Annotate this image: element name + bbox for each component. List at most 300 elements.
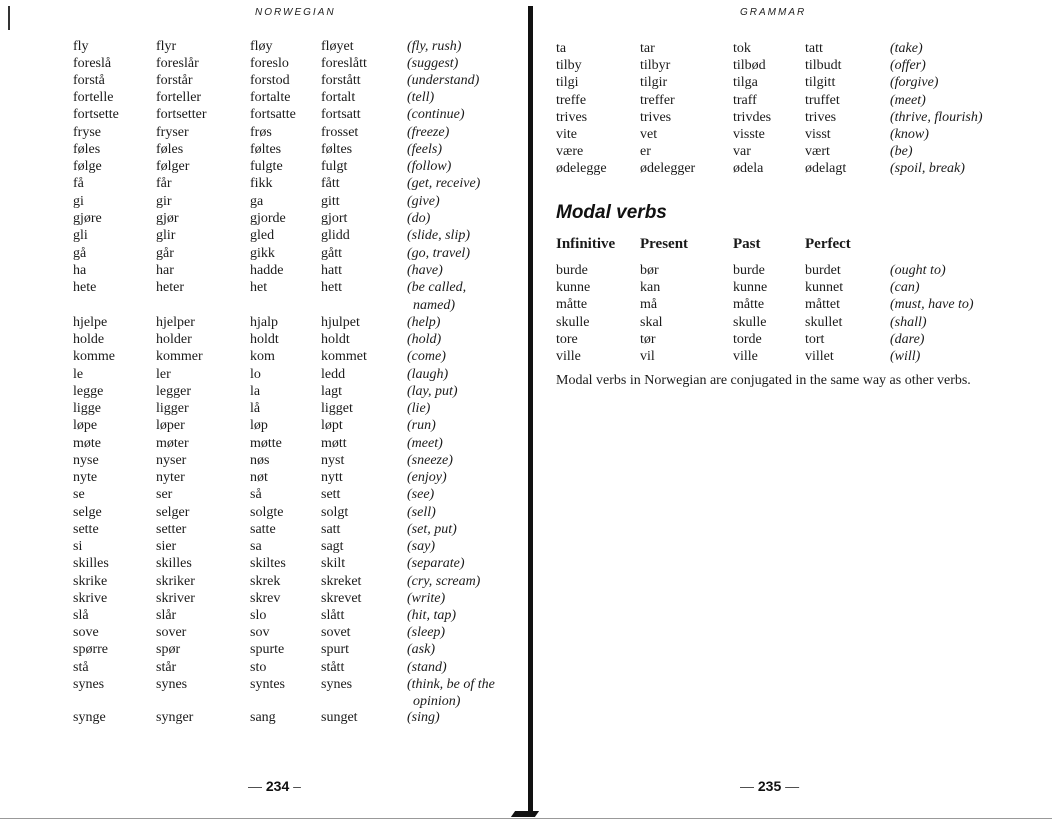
verb-infinitive: gli	[73, 228, 88, 243]
verb-infinitive: skrive	[73, 591, 108, 606]
verb-row	[528, 40, 1052, 57]
verb-infinitive: synes	[73, 677, 105, 692]
page-right	[528, 0, 1052, 822]
verb-past: solgte	[250, 505, 284, 520]
verb-past: skulle	[733, 315, 767, 330]
verb-present: ligger	[156, 401, 189, 416]
verb-present: kan	[640, 280, 661, 295]
verb-infinitive: gjøre	[73, 211, 102, 226]
verb-row	[528, 331, 1052, 348]
verb-perfect: forstått	[321, 73, 361, 88]
verb-row	[528, 314, 1052, 331]
verb-infinitive: hjelpe	[73, 315, 108, 330]
header-perfect: Perfect	[805, 236, 851, 252]
verb-meaning: (get, receive)	[407, 176, 481, 191]
verb-past: lå	[250, 401, 261, 416]
verb-meaning: (spoil, break)	[890, 161, 965, 176]
verb-infinitive: tore	[556, 332, 578, 347]
verb-meaning: (continue)	[407, 107, 465, 122]
verb-past: fortalte	[250, 90, 291, 105]
page-number-left	[248, 778, 301, 794]
verb-meaning: (laugh)	[407, 367, 449, 382]
verb-present: bør	[640, 263, 659, 278]
verb-present: skilles	[156, 556, 192, 571]
verb-infinitive: møte	[73, 436, 101, 451]
verb-infinitive: fryse	[73, 125, 101, 140]
verb-infinitive: ødelegge	[556, 161, 607, 176]
verb-perfect: tilbudt	[805, 58, 842, 73]
verb-infinitive: fly	[73, 39, 89, 54]
verb-meaning: (lay, put)	[407, 384, 458, 399]
verb-infinitive: nyte	[73, 470, 98, 485]
verb-meaning-continued: opinion)	[413, 694, 461, 709]
verb-infinitive: ligge	[73, 401, 101, 416]
verb-row	[0, 331, 528, 348]
verb-infinitive: tilby	[556, 58, 582, 73]
verb-infinitive: treffe	[556, 93, 587, 108]
verb-present: skriver	[156, 591, 195, 606]
verb-infinitive: le	[73, 367, 84, 382]
verb-present: fryser	[156, 125, 189, 140]
verb-row	[0, 175, 528, 192]
verb-meaning: (write)	[407, 591, 446, 606]
verb-past: visste	[733, 127, 765, 142]
folio-dash: —	[785, 778, 800, 794]
verb-meaning: (run)	[407, 418, 436, 433]
verb-perfect: tort	[805, 332, 825, 347]
verb-past: fikk	[250, 176, 273, 191]
running-head-left: NORWEGIAN	[255, 7, 336, 18]
verb-meaning: (be called,	[407, 280, 467, 295]
verb-row	[0, 573, 528, 590]
verb-past: kom	[250, 349, 275, 364]
running-head-right: GRAMMAR	[740, 7, 807, 18]
verb-row	[0, 607, 528, 624]
verb-present: må	[640, 297, 658, 312]
verb-row	[528, 296, 1052, 313]
verb-past: holdt	[250, 332, 279, 347]
verb-row	[0, 486, 528, 503]
verb-row	[0, 124, 528, 141]
verb-perfect: holdt	[321, 332, 350, 347]
verb-perfect: løpt	[321, 418, 343, 433]
folio-dash: —	[248, 778, 262, 794]
verb-past: kunne	[733, 280, 768, 295]
verb-infinitive: synge	[73, 710, 106, 725]
verb-perfect: skilt	[321, 556, 346, 571]
verb-row	[0, 348, 528, 365]
verb-perfect: fortalt	[321, 90, 356, 105]
verb-past: syntes	[250, 677, 285, 692]
verb-present: gjør	[156, 211, 179, 226]
verb-present: ødelegger	[640, 161, 696, 176]
verb-row	[0, 538, 528, 555]
verb-infinitive: ta	[556, 41, 567, 56]
verb-row	[0, 227, 528, 244]
verb-meaning: (must, have to)	[890, 297, 974, 312]
verb-present: kommer	[156, 349, 203, 364]
verb-present: fortsetter	[156, 107, 207, 122]
verb-present: tilgir	[640, 75, 668, 90]
verb-present: sover	[156, 625, 187, 640]
verb-row	[0, 590, 528, 607]
verb-meaning: (sneeze)	[407, 453, 453, 468]
verb-present: vet	[640, 127, 658, 142]
verb-perfect: hjulpet	[321, 315, 360, 330]
verb-past: sang	[250, 710, 276, 725]
verb-meaning: (fly, rush)	[407, 39, 462, 54]
verb-meaning: (slide, slip)	[407, 228, 470, 243]
verb-meaning: (hit, tap)	[407, 608, 456, 623]
verb-present: forstår	[156, 73, 193, 88]
verb-perfect: spurt	[321, 642, 349, 657]
verb-infinitive: gi	[73, 194, 84, 209]
verb-past: føltes	[250, 142, 282, 157]
verb-past: het	[250, 280, 268, 295]
verb-perfect: truffet	[805, 93, 840, 108]
verb-present: tar	[640, 41, 655, 56]
verb-meaning: (feels)	[407, 142, 442, 157]
verb-perfect: skrevet	[321, 591, 362, 606]
verb-infinitive: føles	[73, 142, 101, 157]
verb-row	[528, 126, 1052, 143]
verb-present: slår	[156, 608, 177, 623]
verb-past: tilbød	[733, 58, 766, 73]
verb-past: skiltes	[250, 556, 286, 571]
verb-perfect: trives	[805, 110, 837, 125]
verb-past: traff	[733, 93, 757, 108]
verb-perfect: skullet	[805, 315, 843, 330]
verb-infinitive: kunne	[556, 280, 591, 295]
verb-infinitive: gå	[73, 246, 87, 261]
verb-past: trivdes	[733, 110, 772, 125]
verb-past: var	[733, 144, 751, 159]
verb-present: glir	[156, 228, 176, 243]
verb-row	[528, 279, 1052, 296]
verb-present: følger	[156, 159, 190, 174]
verb-past: sov	[250, 625, 270, 640]
verb-perfect: synes	[321, 677, 353, 692]
verb-row	[0, 89, 528, 106]
verb-infinitive: si	[73, 539, 83, 554]
folio-dash: —	[740, 778, 754, 794]
verb-meaning: (suggest)	[407, 56, 459, 71]
verb-infinitive: ha	[73, 263, 87, 278]
verb-perfect: kunnet	[805, 280, 844, 295]
verb-present: spør	[156, 642, 181, 657]
verb-infinitive: holde	[73, 332, 105, 347]
verb-meaning: (come)	[407, 349, 446, 364]
verb-infinitive: skrike	[73, 574, 108, 589]
verb-present: hjelper	[156, 315, 195, 330]
header-present: Present	[640, 236, 689, 252]
verb-perfect: villet	[805, 349, 834, 364]
verb-past: nøt	[250, 470, 268, 485]
verb-meaning: (hold)	[407, 332, 442, 347]
verb-row	[528, 57, 1052, 74]
header-infinitive: Infinitive	[556, 236, 616, 252]
verb-infinitive: fortelle	[73, 90, 114, 105]
modal-column-headers	[528, 236, 1052, 256]
verb-meaning: (be)	[890, 144, 913, 159]
verb-meaning: (sleep)	[407, 625, 446, 640]
verb-infinitive: trives	[556, 110, 588, 125]
verb-meaning: (sell)	[407, 505, 436, 520]
verb-present: heter	[156, 280, 184, 295]
verb-past: gikk	[250, 246, 275, 261]
verb-row	[528, 262, 1052, 279]
verb-past: gjorde	[250, 211, 286, 226]
verb-present: går	[156, 246, 174, 261]
verb-past: satte	[250, 522, 276, 537]
verb-present: vil	[640, 349, 655, 364]
verb-row	[0, 141, 528, 158]
verb-meaning: (set, put)	[407, 522, 457, 537]
verb-meaning: (dare)	[890, 332, 925, 347]
verb-meaning: (freeze)	[407, 125, 450, 140]
verb-infinitive: se	[73, 487, 85, 502]
verb-perfect: skreket	[321, 574, 362, 589]
verb-meaning: (take)	[890, 41, 923, 56]
verb-meaning: (have)	[407, 263, 443, 278]
verb-past: hadde	[250, 263, 284, 278]
verb-infinitive: slå	[73, 608, 89, 623]
verb-perfect: tilgitt	[805, 75, 836, 90]
verb-infinitive: spørre	[73, 642, 108, 657]
verb-past: sa	[250, 539, 262, 554]
verb-meaning: (lie)	[407, 401, 431, 416]
verb-present: får	[156, 176, 172, 191]
verb-perfect: gitt	[321, 194, 340, 209]
verb-past: forstod	[250, 73, 290, 88]
verb-infinitive: få	[73, 176, 84, 191]
verb-perfect: visst	[805, 127, 831, 142]
verb-past: løp	[250, 418, 268, 433]
verb-past: møtte	[250, 436, 282, 451]
verb-row	[0, 279, 528, 296]
verb-meaning: (see)	[407, 487, 435, 502]
verb-row	[0, 400, 528, 417]
verb-meaning: (ought to)	[890, 263, 946, 278]
verb-present: setter	[156, 522, 187, 537]
verb-meaning-continued: named)	[413, 298, 455, 313]
verb-row	[0, 383, 528, 400]
verb-perfect: ødelagt	[805, 161, 847, 176]
verb-infinitive: legge	[73, 384, 104, 399]
verb-row	[528, 74, 1052, 91]
verb-row	[0, 262, 528, 279]
verb-present: ler	[156, 367, 171, 382]
verb-present: legger	[156, 384, 191, 399]
verb-row	[0, 624, 528, 641]
verb-present: tilbyr	[640, 58, 671, 73]
verb-row	[0, 676, 528, 693]
folio-dash: –	[293, 778, 301, 794]
verb-present: har	[156, 263, 174, 278]
verb-row	[528, 348, 1052, 365]
verb-infinitive: selge	[73, 505, 102, 520]
verb-past: ga	[250, 194, 264, 209]
verb-row	[0, 417, 528, 434]
verb-perfect: burdet	[805, 263, 841, 278]
verb-past: slo	[250, 608, 267, 623]
verb-perfect: frosset	[321, 125, 359, 140]
verb-past: ødela	[733, 161, 764, 176]
verb-perfect: sett	[321, 487, 341, 502]
folio-number: 234	[265, 778, 290, 794]
verb-meaning: (sing)	[407, 710, 440, 725]
verb-past: skrev	[250, 591, 281, 606]
verb-row	[0, 641, 528, 658]
verb-present: sier	[156, 539, 177, 554]
modal-verbs-heading: Modal verbs	[556, 202, 667, 223]
verb-present: synger	[156, 710, 194, 725]
verb-present: trives	[640, 110, 672, 125]
verb-perfect: hatt	[321, 263, 342, 278]
verb-infinitive: sette	[73, 522, 99, 537]
verb-perfect: ligget	[321, 401, 353, 416]
verb-meaning: (go, travel)	[407, 246, 470, 261]
verb-perfect: sovet	[321, 625, 351, 640]
verb-infinitive: fortsette	[73, 107, 119, 122]
verb-meaning: (give)	[407, 194, 440, 209]
verb-row	[0, 659, 528, 676]
verb-perfect: gått	[321, 246, 342, 261]
verb-perfect: føltes	[321, 142, 353, 157]
verb-meaning: (ask)	[407, 642, 435, 657]
verb-perfect: tatt	[805, 41, 823, 56]
verb-perfect: fått	[321, 176, 340, 191]
verb-past: sto	[250, 660, 267, 675]
verb-row	[0, 709, 528, 726]
verb-present: treffer	[640, 93, 675, 108]
verb-row	[528, 160, 1052, 177]
verb-infinitive: foreslå	[73, 56, 112, 71]
verb-present: gir	[156, 194, 172, 209]
verb-perfect: slått	[321, 608, 345, 623]
verb-infinitive: skulle	[556, 315, 590, 330]
verb-meaning: (understand)	[407, 73, 480, 88]
verb-meaning: (tell)	[407, 90, 435, 105]
verb-past: så	[250, 487, 262, 502]
verb-past: frøs	[250, 125, 272, 140]
verb-meaning: (shall)	[890, 315, 927, 330]
verb-meaning: (follow)	[407, 159, 452, 174]
verb-infinitive: nyse	[73, 453, 99, 468]
verb-present: foreslår	[156, 56, 199, 71]
verb-infinitive: sove	[73, 625, 99, 640]
verb-perfect: fortsatt	[321, 107, 361, 122]
verb-present: nyser	[156, 453, 187, 468]
verb-meaning: (enjoy)	[407, 470, 447, 485]
verb-past: la	[250, 384, 261, 399]
verb-perfect: foreslått	[321, 56, 367, 71]
verb-infinitive: komme	[73, 349, 115, 364]
verb-present: løper	[156, 418, 185, 433]
verb-row	[0, 435, 528, 452]
verb-row	[528, 92, 1052, 109]
verb-infinitive: vite	[556, 127, 577, 142]
verb-past: måtte	[733, 297, 765, 312]
verb-present: selger	[156, 505, 190, 520]
verb-row	[0, 210, 528, 227]
verb-row	[528, 143, 1052, 160]
verb-meaning: (forgive)	[890, 75, 939, 90]
verb-meaning: (think, be of the	[407, 677, 495, 692]
verb-past: skrek	[250, 574, 281, 589]
verb-past: ville	[733, 349, 758, 364]
verb-meaning: (can)	[890, 280, 920, 295]
verb-perfect: nytt	[321, 470, 343, 485]
verb-present: står	[156, 660, 177, 675]
verb-present: synes	[156, 677, 188, 692]
verb-infinitive: ville	[556, 349, 581, 364]
verb-infinitive: burde	[556, 263, 588, 278]
verb-perfect: fløyet	[321, 39, 354, 54]
verb-perfect: stått	[321, 660, 345, 675]
verb-perfect: vært	[805, 144, 830, 159]
verb-present: føles	[156, 142, 184, 157]
verb-perfect: gjort	[321, 211, 348, 226]
verb-past: fløy	[250, 39, 273, 54]
page-number-right	[740, 778, 799, 794]
modal-verbs-note: Modal verbs in Norwegian are conjugated in the same way as other verbs.	[556, 373, 971, 388]
verb-perfect: hett	[321, 280, 342, 295]
verb-past: torde	[733, 332, 762, 347]
verb-perfect: sagt	[321, 539, 344, 554]
verb-past: nøs	[250, 453, 270, 468]
verb-infinitive: stå	[73, 660, 89, 675]
verb-present: er	[640, 144, 651, 159]
verb-present: skriker	[156, 574, 195, 589]
verb-infinitive: være	[556, 144, 584, 159]
verb-infinitive: tilgi	[556, 75, 579, 90]
verb-past: burde	[733, 263, 765, 278]
verb-row	[0, 245, 528, 262]
verb-infinitive: skilles	[73, 556, 109, 571]
verb-meaning: (cry, scream)	[407, 574, 481, 589]
verb-past: fulgte	[250, 159, 283, 174]
verb-meaning: (stand)	[407, 660, 447, 675]
verb-perfect: lagt	[321, 384, 342, 399]
verb-past: fortsatte	[250, 107, 296, 122]
verb-past: spurte	[250, 642, 285, 657]
verb-row	[0, 158, 528, 175]
verb-perfect: ledd	[321, 367, 346, 382]
verb-present: nyter	[156, 470, 185, 485]
verb-past: hjalp	[250, 315, 278, 330]
verb-perfect: nyst	[321, 453, 345, 468]
verb-meaning: (know)	[890, 127, 929, 142]
verb-perfect: satt	[321, 522, 341, 537]
verb-row	[0, 55, 528, 72]
verb-row	[0, 504, 528, 521]
verb-past: tilga	[733, 75, 758, 90]
verb-meaning: (will)	[890, 349, 921, 364]
verb-row	[0, 106, 528, 123]
verb-present: ser	[156, 487, 173, 502]
verb-row	[0, 72, 528, 89]
verb-meaning: (meet)	[407, 436, 443, 451]
verb-perfect: sunget	[321, 710, 358, 725]
verb-perfect: solgt	[321, 505, 349, 520]
verb-perfect: måttet	[805, 297, 840, 312]
verb-row	[0, 314, 528, 331]
verb-row	[0, 521, 528, 538]
verb-present: skal	[640, 315, 663, 330]
verb-row	[0, 38, 528, 55]
verb-meaning: (thrive, flourish)	[890, 110, 983, 125]
